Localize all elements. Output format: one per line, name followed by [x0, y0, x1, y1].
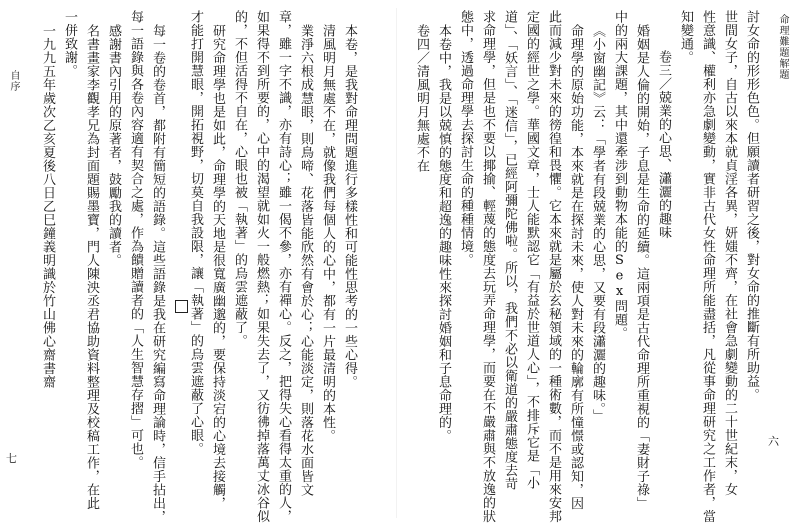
text-column: 每一卷的卷首，都附有簡短的語錄。這些語錄是我在研究編寫命理論時，信手拈出， — [150, 24, 165, 524]
text-column: 本卷中，我是以兢慎的態度和超逸的趣味性來探討婚姻和子息命理的。 — [436, 24, 451, 443]
page-gutter — [396, 8, 397, 518]
text-column: 定國的經世之學。華國文章，士人能默認它「有益於世道人心」，不排斥它是「小 — [524, 10, 539, 490]
text-column: 如果得不到所要的，心中的渴望就如火一般燃熱；如果失去了，又彷彿掉落萬丈冰谷似 — [254, 10, 269, 523]
text-column: 的，不但活得不自在，心眼也被「執著」的烏雲遮蔽了。 — [232, 10, 247, 348]
text-column: 才能打開慧眼，開拓視野，切莫自我設限，讓「執著」的烏雲遮蔽了心眼。 — [188, 10, 203, 456]
section-heading: 卷三／兢業的心思、瀟灑的趣味 — [656, 50, 671, 239]
text-column: 《小窗幽記》云：「學者有段兢業的心思，又要有段瀟灑的趣味。」 — [590, 24, 605, 423]
text-column: 態中，透過命理學去探討生命的種種情境。 — [458, 10, 473, 267]
text-column: 業淨六根成慧眼，則鳥啼、花落皆能欣然有會於心；心能淡定，則落花水面皆文 — [298, 24, 313, 497]
text-column: 清風明月無處不在，就像我們每個人的心中，都有一片最清明的本性。 — [320, 24, 335, 443]
text-column: 章，雖一字不識，亦有詩心；雖一偈不參，亦有禪心。反之，把得失心看得太重的人， — [276, 10, 291, 523]
text-column: 性意識、權利亦急劇變動，實非古代女性命理所能盡括，凡從事命理研究之工作者，當 — [700, 10, 715, 523]
text-column: 討女命的形形色色。但願讀者研習之後，對女命的推斷有所助益。 — [744, 10, 759, 402]
text-column: 此而減少對未來的徬徨和畏懼。它本來就是屬於玄秘領域的一種術數，而不是用來安邦 — [546, 10, 561, 523]
text-column: 本卷，是我對命理問題進行多樣性和可能性思考的一些心得。 — [342, 24, 357, 389]
text-column: 命理學的原始功能，本來就是在探討未來，使人對未來的輪廓有所憧憬或認知，因 — [568, 24, 583, 510]
signature-line: 一九九五年歲次乙亥夏後八日乙巳鐘義明識於竹山佛心齋書齋 — [40, 24, 55, 389]
text-column: 中的兩大課題，其中還牽涉到動物本能的Sex問題。 — [612, 10, 627, 340]
text-column: 每一語錄與各卷內容適有契合之處，作為饋贈讀者的「人生智慧存摺」可也。 — [128, 10, 143, 469]
text-column: 世間女子，自古以來本就貞淫各異，妍媸不齊，在社會急劇變動的二十世紀末，女 — [722, 10, 737, 496]
text-column: 一併致謝。 — [62, 10, 77, 78]
page-number-left: 七 — [6, 452, 17, 465]
section-separator-box — [175, 300, 188, 313]
running-head-right: 命理難題解題 — [777, 14, 788, 80]
section-heading: 卷四／清風明月無處不在 — [414, 24, 429, 173]
text-column: 求命理學，但是也不要以揶揄、輕蔑的態度去玩弄命理學，而要在不嚴肅與不放逸的狀 — [480, 10, 495, 523]
text-column: 感謝書內引用的原著者，鼓勵我的讀者。 — [106, 24, 121, 267]
text-column: 名書畫家李觀孝兄為封面題賜墨寶，門人陳泱丞君協助資料整理及校稿工作，在此 — [84, 24, 99, 510]
running-head-left: 自序 — [8, 70, 19, 92]
text-column: 婚姻是人倫的開始，子息是生命的延續。這兩項是古代命理所重視的「妻財子祿」 — [634, 24, 649, 510]
text-column: 知變通。 — [678, 10, 693, 64]
text-column: 道」、「妖言」、「迷信」，已經阿彌陀佛啦。所以，我們不必以衛道的嚴肅態度去苛 — [502, 10, 517, 491]
text-column: 研究命理學也是如此，命理學的天地是很寬廣幽邈的，要保持淡宕的心境去接觸， — [210, 24, 225, 510]
page-number-right: 六 — [768, 435, 779, 448]
